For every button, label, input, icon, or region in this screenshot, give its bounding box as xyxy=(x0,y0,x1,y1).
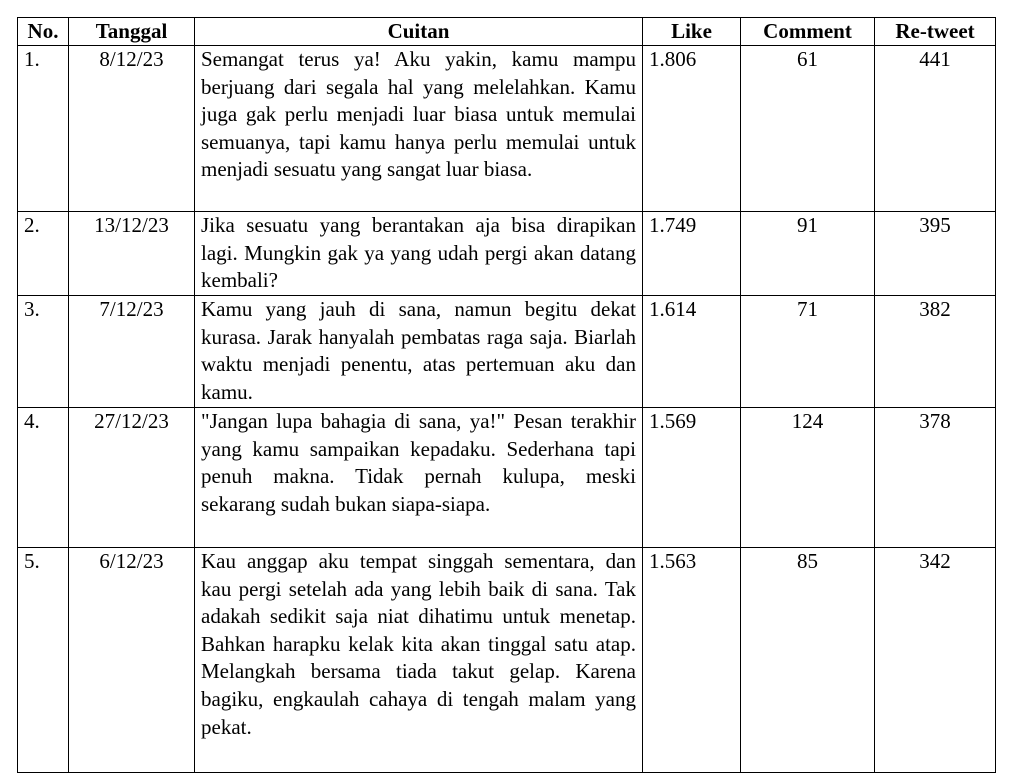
row-retweet: 378 xyxy=(875,408,996,548)
row-comment: 71 xyxy=(741,296,875,408)
tweet-table xyxy=(17,17,996,773)
row-comment: 61 xyxy=(741,46,875,212)
row-date: 6/12/23 xyxy=(69,548,195,773)
row-date: 7/12/23 xyxy=(69,296,195,408)
row-retweet: 395 xyxy=(875,212,996,296)
header-like: Like xyxy=(643,18,741,46)
row-number: 2. xyxy=(18,212,69,296)
row-like: 1.614 xyxy=(643,296,741,408)
row-like: 1.749 xyxy=(643,212,741,296)
row-number: 5. xyxy=(18,548,69,773)
header-date: Tanggal xyxy=(69,18,195,46)
table-row xyxy=(18,408,996,548)
row-tweet: Semangat terus ya! Aku yakin, kamu mampu berjuang dari segala hal yang melelahkan. Kamu juga gak perlu menjadi luar biasa untuk memulai semuanya, tapi kamu hanya perlu memulai untuk menjadi sesuatu yang sangat luar biasa. xyxy=(195,46,643,212)
row-number: 4. xyxy=(18,408,69,548)
row-retweet: 382 xyxy=(875,296,996,408)
row-date: 13/12/23 xyxy=(69,212,195,296)
header-retweet: Re-tweet xyxy=(875,18,996,46)
row-like: 1.569 xyxy=(643,408,741,548)
row-number: 3. xyxy=(18,296,69,408)
table-row xyxy=(18,212,996,296)
row-comment: 85 xyxy=(741,548,875,773)
row-number: 1. xyxy=(18,46,69,212)
table-row xyxy=(18,46,996,212)
row-date: 8/12/23 xyxy=(69,46,195,212)
row-comment: 91 xyxy=(741,212,875,296)
row-tweet: "Jangan lupa bahagia di sana, ya!" Pesan terakhir yang kamu sampaikan kepadaku. Sederhana tapi penuh makna. Tidak pernah kulupa, meski sekarang sudah bukan siapa-siapa. xyxy=(195,408,643,548)
header-tweet: Cuitan xyxy=(195,18,643,46)
row-tweet: Jika sesuatu yang berantakan aja bisa dirapikan lagi. Mungkin gak ya yang udah pergi akan datang kembali? xyxy=(195,212,643,296)
row-retweet: 441 xyxy=(875,46,996,212)
table-row xyxy=(18,296,996,408)
row-date: 27/12/23 xyxy=(69,408,195,548)
header-comment: Comment xyxy=(741,18,875,46)
row-tweet: Kamu yang jauh di sana, namun begitu dekat kurasa. Jarak hanyalah pembatas raga saja. Biarlah waktu menjadi penentu, atas pertemuan aku dan kamu. xyxy=(195,296,643,408)
row-retweet: 342 xyxy=(875,548,996,773)
row-comment: 124 xyxy=(741,408,875,548)
row-like: 1.563 xyxy=(643,548,741,773)
table-row xyxy=(18,548,996,773)
header-row xyxy=(18,18,996,46)
row-tweet: Kau anggap aku tempat singgah sementara, dan kau pergi setelah ada yang lebih baik di sana. Tak adakah sedikit saja niat dihatimu untuk menetap. Bahkan harapku kelak kita akan tinggal satu atap. Melangkah bersama tiada takut gelap. Karena bagiku, engkaulah cahaya di tengah malam yang pekat. xyxy=(195,548,643,773)
header-no: No. xyxy=(18,18,69,46)
row-like: 1.806 xyxy=(643,46,741,212)
